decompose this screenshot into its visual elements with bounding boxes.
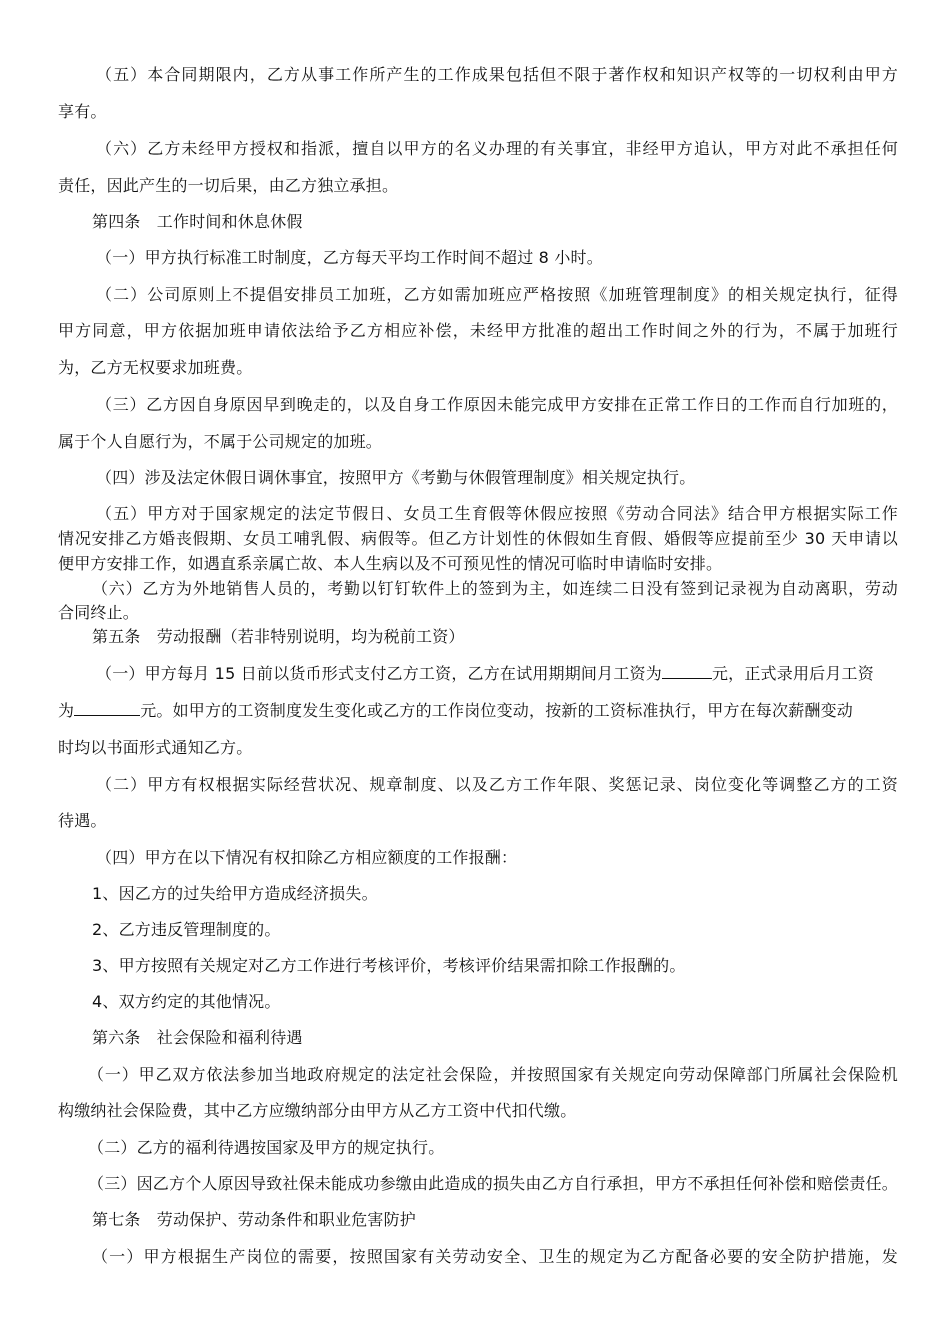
regular-salary-blank: [74, 701, 140, 716]
article-6-item-3: （三）因乙方个人原因导致社保未能成功参缴由此造成的损失由乙方自行承担，甲方不承担任何补偿和赔偿责任。: [88, 1174, 899, 1193]
article-5-item-1-line-2: [58, 701, 898, 721]
article-5-item-1-text-a: （一）甲方每月 15 日前以货币形式支付乙方工资，乙方在试用期期间月工资为: [96, 664, 662, 683]
article-5-item-1-text-b: 元，正式录用后月工资: [711, 664, 874, 683]
deduction-case-3: 3、甲方按照有关规定对乙方工作进行考核评价，考核评价结果需扣除工作报酬的。: [92, 956, 686, 975]
deduction-case-2: 2、乙方违反管理制度的。: [92, 920, 281, 939]
article-5-heading: 第五条 劳动报酬（若非特别说明，均为税前工资）: [92, 627, 465, 646]
article-5-item-1-text-d: 元。如甲方的工资制度发生变化或乙方的工作岗位变动，按新的工资标准执行，甲方在每次薪酬变动: [140, 701, 854, 720]
deduction-case-4: 4、双方约定的其他情况。: [92, 992, 281, 1011]
article-6-item-2: （二）乙方的福利待遇按国家及甲方的规定执行。: [88, 1138, 445, 1157]
article-4-item-2-line-2: 甲方同意，甲方依据加班申请依法给予乙方相应补偿，未经甲方批准的超出工作时间之外的行为，不属于加班行: [58, 321, 898, 340]
deduction-case-1: 1、因乙方的过失给甲方造成经济损失。: [92, 884, 378, 903]
article-5-item-1-text-c: 为: [58, 701, 75, 720]
article-5-item-2-line-2: 待遇。: [58, 811, 107, 830]
article-4-item-1: （一）甲方执行标准工时制度，乙方每天平均工作时间不超过 8 小时。: [96, 248, 603, 267]
article-4-item-5-line-3: 便甲方安排工作，如遇直系亲属亡故、本人生病以及不可预见性的情况可临时申请临时安排。: [58, 554, 723, 573]
article-4-item-2-line-3: 为，乙方无权要求加班费。: [58, 358, 253, 377]
probation-salary-blank: [662, 664, 712, 679]
article-4-item-5-line-2: 情况安排乙方婚丧假期、女员工哺乳假、病假等。但乙方计划性的休假如生育假、婚假等应提前至少 30 天申请以: [58, 529, 898, 548]
article-5-item-1-line-1: [96, 664, 898, 684]
clause-4-5-line-2: 享有。: [58, 102, 107, 121]
article-4-item-2-line-1: （二）公司原则上不提倡安排员工加班，乙方如需加班应严格按照《加班管理制度》的相关规定执行，征得: [96, 285, 898, 304]
article-4-item-6-line-1: （六）乙方为外地销售人员的，考勤以钉钉软件上的签到为主，如连续二日没有签到记录视为自动离职，劳动: [92, 579, 898, 598]
clause-4-6-line-2: 责任，因此产生的一切后果，由乙方独立承担。: [58, 176, 399, 195]
article-7-heading: 第七条 劳动保护、劳动条件和职业危害防护: [92, 1210, 417, 1229]
article-5-item-1-line-3: 时均以书面形式通知乙方。: [58, 738, 253, 757]
clause-4-6-line-1: （六）乙方未经甲方授权和指派，擅自以甲方的名义办理的有关事宜，非经甲方追认，甲方对此不承担任何: [96, 139, 898, 158]
article-7-item-1-line-1: （一）甲方根据生产岗位的需要，按照国家有关劳动安全、卫生的规定为乙方配备必要的安全防护措施，发: [92, 1247, 898, 1266]
article-4-item-5-line-1: （五）甲方对于国家规定的法定节假日、女员工生育假等休假应按照《劳动合同法》结合甲方根据实际工作: [96, 504, 898, 523]
article-5-item-4: （四）甲方在以下情况有权扣除乙方相应额度的工作报酬：: [96, 848, 518, 867]
article-4-item-6-line-2: 合同终止。: [58, 603, 140, 622]
article-4-heading: 第四条 工作时间和休息休假: [92, 212, 303, 231]
article-4-item-4: （四）涉及法定休假日调休事宜，按照甲方《考勤与休假管理制度》相关规定执行。: [96, 468, 696, 487]
article-6-item-1-line-1: （一）甲乙双方依法参加当地政府规定的法定社会保险，并按照国家有关规定向劳动保障部门所属社会保险机: [88, 1065, 898, 1084]
article-4-item-3-line-2: 属于个人自愿行为，不属于公司规定的加班。: [58, 432, 383, 451]
article-6-item-1-line-2: 构缴纳社会保险费，其中乙方应缴纳部分由甲方从乙方工资中代扣代缴。: [58, 1101, 577, 1120]
clause-4-5-line-1: （五）本合同期限内，乙方从事工作所产生的工作成果包括但不限于著作权和知识产权等的一切权利由甲方: [96, 65, 898, 84]
article-6-heading: 第六条 社会保险和福利待遇: [92, 1028, 303, 1047]
article-4-item-3-line-1: （三）乙方因自身原因早到晚走的，以及自身工作原因未能完成甲方安排在正常工作日的工作而自行加班的，: [96, 395, 898, 414]
article-5-item-2-line-1: （二）甲方有权根据实际经营状况、规章制度、以及乙方工作年限、奖惩记录、岗位变化等调整乙方的工资: [96, 775, 898, 794]
